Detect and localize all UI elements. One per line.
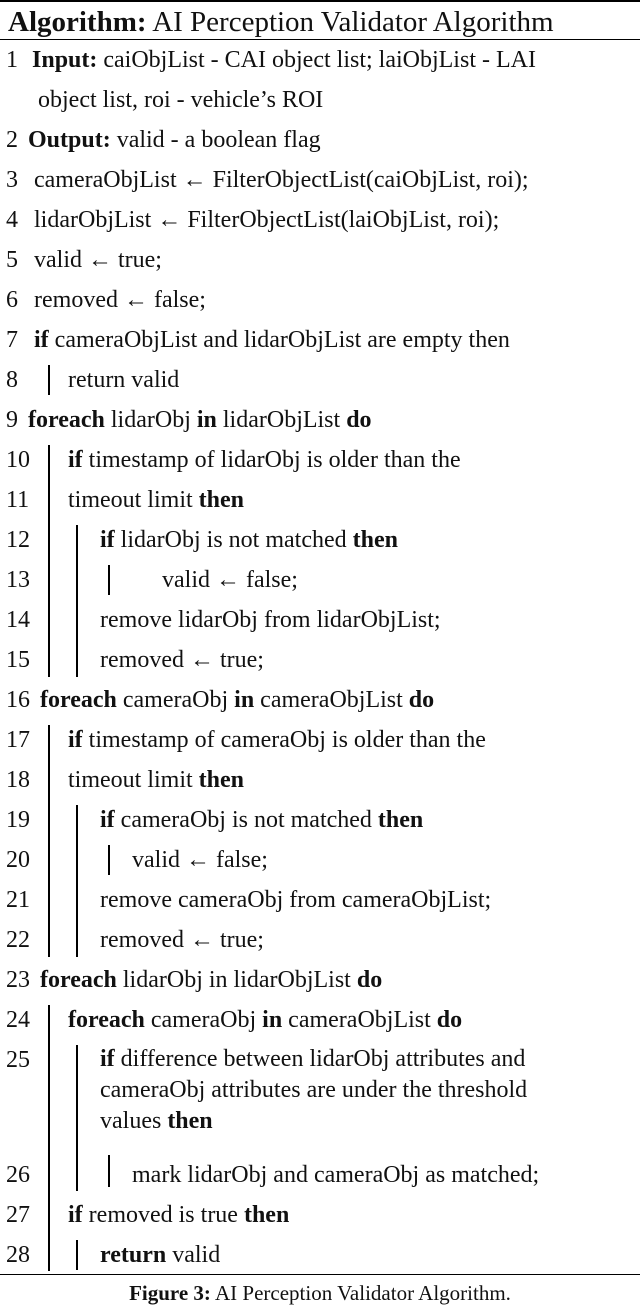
line-number: 16 bbox=[6, 687, 30, 713]
line-number: 24 bbox=[6, 1007, 30, 1033]
algo-line bbox=[0, 160, 640, 200]
algorithm-name: AI Perception Validator Algorithm bbox=[152, 6, 554, 38]
caption-text: AI Perception Validator Algorithm. bbox=[210, 1281, 511, 1305]
block-bar bbox=[76, 805, 78, 957]
line-text: if timestamp of cameraObj is older than the bbox=[68, 727, 486, 753]
algo-line bbox=[0, 1155, 640, 1195]
line-text: object list, roi - vehicle’s ROI bbox=[38, 87, 324, 113]
line-number: 12 bbox=[6, 527, 30, 553]
line-number: 19 bbox=[6, 807, 30, 833]
line-number: 20 bbox=[6, 847, 30, 873]
line-text: foreach cameraObj in cameraObjList do bbox=[40, 687, 435, 713]
algorithm-title bbox=[8, 5, 554, 39]
line-number: 13 bbox=[6, 567, 30, 593]
line-text: remove lidarObj from lidarObjList; bbox=[100, 607, 441, 633]
algo-line bbox=[0, 840, 640, 880]
line-text: valid ← false; bbox=[162, 567, 298, 593]
algo-line bbox=[0, 680, 640, 720]
algo-line bbox=[0, 1195, 640, 1235]
algo-line bbox=[0, 200, 640, 240]
line-number: 2 bbox=[6, 127, 18, 153]
algo-line bbox=[0, 320, 640, 360]
line-number: 5 bbox=[6, 247, 18, 273]
line-text: lidarObjList ← FilterObjectList(laiObjList, roi); bbox=[34, 207, 500, 233]
line-text: foreach cameraObj in cameraObjList do bbox=[68, 1007, 463, 1033]
line-text: removed ← false; bbox=[34, 287, 206, 313]
line-text: cameraObjList ← FilterObjectList(caiObjList, roi); bbox=[34, 167, 529, 193]
algo-line bbox=[0, 360, 640, 400]
block-bar bbox=[76, 1240, 78, 1270]
line-number: 15 bbox=[6, 647, 30, 673]
block-bar bbox=[48, 1005, 50, 1271]
algo-line bbox=[0, 520, 640, 560]
algo-line bbox=[0, 440, 640, 480]
block-bar bbox=[108, 845, 110, 875]
line-number: 17 bbox=[6, 727, 30, 753]
figure-caption bbox=[0, 1280, 640, 1306]
line-number: 21 bbox=[6, 887, 30, 913]
line-text: remove cameraObj from cameraObjList; bbox=[100, 887, 492, 913]
algo-line bbox=[0, 760, 640, 800]
block-bar bbox=[108, 565, 110, 595]
block-bar bbox=[108, 1155, 110, 1187]
algo-line bbox=[0, 80, 640, 120]
algo-line bbox=[0, 1040, 640, 1136]
line-text: Output: valid - a boolean flag bbox=[28, 127, 321, 153]
line-text: timeout limit then bbox=[68, 487, 245, 513]
algo-line bbox=[0, 920, 640, 960]
algorithm-body bbox=[0, 40, 640, 1275]
algo-line bbox=[0, 1000, 640, 1040]
line-text: timeout limit then bbox=[68, 767, 245, 793]
caption-label: Figure 3: bbox=[129, 1281, 211, 1305]
line-number: 25 bbox=[6, 1047, 30, 1073]
algo-line bbox=[0, 480, 640, 520]
algo-line bbox=[0, 120, 640, 160]
algo-line bbox=[0, 640, 640, 680]
line-text: foreach lidarObj in lidarObjList do bbox=[28, 407, 372, 433]
line-number: 7 bbox=[6, 327, 18, 353]
algo-line bbox=[0, 240, 640, 280]
line-number: 4 bbox=[6, 207, 18, 233]
algo-line bbox=[0, 280, 640, 320]
block-bar bbox=[76, 525, 78, 677]
algo-line bbox=[0, 720, 640, 760]
line-text: removed ← true; bbox=[100, 927, 264, 953]
line-number: 11 bbox=[6, 487, 30, 513]
block-bar bbox=[48, 365, 50, 395]
line-text: if difference between lidarObj attributes and cameraObj attributes are under the threshold values then bbox=[100, 1046, 528, 1134]
line-number: 22 bbox=[6, 927, 30, 953]
line-number: 27 bbox=[6, 1202, 30, 1228]
line-text: removed ← true; bbox=[100, 647, 264, 673]
line-number: 26 bbox=[6, 1162, 30, 1188]
line-text: foreach lidarObj in lidarObjList do bbox=[40, 967, 383, 993]
line-number: 6 bbox=[6, 287, 18, 313]
line-text: if cameraObj is not matched then bbox=[100, 807, 424, 833]
line-number: 23 bbox=[6, 967, 30, 993]
line-number: 3 bbox=[6, 167, 18, 193]
line-text: if removed is true then bbox=[68, 1202, 290, 1228]
line-number: 1 bbox=[6, 47, 18, 73]
algo-line bbox=[0, 40, 640, 80]
algorithm-label: Algorithm: bbox=[8, 6, 147, 38]
line-text: if timestamp of lidarObj is older than the bbox=[68, 447, 461, 473]
line-number: 8 bbox=[6, 367, 18, 393]
line-text: valid ← false; bbox=[132, 847, 268, 873]
algo-line bbox=[0, 800, 640, 840]
line-text: if cameraObjList and lidarObjList are empty then bbox=[34, 327, 510, 353]
line-text: Input: caiObjList - CAI object list; laiObjList - LAI bbox=[32, 47, 536, 73]
line-number: 10 bbox=[6, 447, 30, 473]
block-bar bbox=[76, 1045, 78, 1191]
line-text: mark lidarObj and cameraObj as matched; bbox=[132, 1162, 540, 1188]
algo-line bbox=[0, 960, 640, 1000]
line-text: valid ← true; bbox=[34, 247, 162, 273]
algo-line bbox=[0, 880, 640, 920]
line-number: 18 bbox=[6, 767, 30, 793]
line-number: 9 bbox=[6, 407, 18, 433]
algo-line bbox=[0, 1235, 640, 1275]
line-text: return valid bbox=[68, 367, 180, 393]
algo-line bbox=[0, 560, 640, 600]
algorithm-header bbox=[0, 0, 640, 40]
line-text: if lidarObj is not matched then bbox=[100, 527, 398, 553]
line-number: 14 bbox=[6, 607, 30, 633]
block-bar bbox=[48, 725, 50, 957]
line-text: return valid bbox=[100, 1242, 221, 1268]
algo-line bbox=[0, 600, 640, 640]
block-bar bbox=[48, 445, 50, 677]
line-number: 28 bbox=[6, 1242, 30, 1268]
algo-line bbox=[0, 400, 640, 440]
